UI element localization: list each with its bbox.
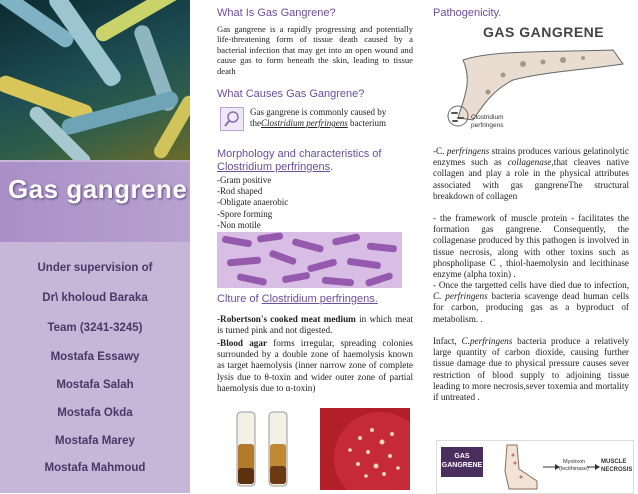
team-label: Team (3241-3245) (47, 322, 143, 334)
blood-agar-text: -Blood agar forms irregular, spreading colonies surrounded by a double zone of haemolysis known as target haemolysis (inner narrow zone of complete lysis due to θ-toxin and wider outer zone of partial haemolysis due to α-toxin) (217, 338, 414, 393)
pathogenicity-p4: Infact, C.perfringens bacteria produce a relatively large quantity of carbon dioxide, causing further tissue damage due to physical pressure causes sever restriction of blood supply to adjoining tissue leading to more necrosis,sever toxemia and mortality if untreated . (433, 336, 629, 403)
member-name: Mostafa Okda (57, 407, 133, 419)
diagram-title: GAS GANGRENE (441, 447, 483, 477)
toxin-diagram (436, 440, 634, 494)
blood-agar-image (320, 408, 410, 490)
member-name: Mostafa Salah (56, 379, 134, 391)
diagram-outcome: MUSCLE NECROSIS (601, 459, 633, 473)
gangrene-figure (433, 20, 633, 138)
organism-name: Clostridium perfringens (261, 118, 348, 128)
what-text: Gas gangrene is a rapidly progressing and potentially life-threatening form of tissue death caused by a bacterial infection that may get into an open wound and cause gas to form beneath the skin, leading to tissue death (217, 24, 413, 76)
member-name: Mostafa Mahmoud (44, 462, 146, 474)
list-item: -Rod shaped (217, 186, 263, 197)
micrograph-image (217, 232, 402, 288)
morphology-list (217, 175, 407, 231)
member-name: Mostafa Marey (55, 435, 135, 447)
what-heading: What Is Gas Gangrene? (217, 7, 336, 19)
member-name: Mostafa Essawy (50, 351, 140, 363)
figure-title: GAS GANGRENE (483, 24, 605, 40)
list-item: -Non motile (217, 219, 261, 230)
morphology-heading: Morphology and characteristics of Clostridium perfringens. (217, 148, 382, 173)
supervision-label: Under supervision of (37, 262, 153, 274)
culture-tubes-image (217, 408, 312, 490)
magnifier-icon (220, 107, 244, 131)
causes-heading: What Causes Gas Gangrene? (217, 88, 365, 100)
bacteria-image (0, 0, 190, 160)
pathogenicity-p2: - the framework of muscle protein - facilitates the formation gas gangrene. Consequently, the collagenase produced by this pathogen is involved in tissue necrosis, along with other toxins such as phospholipase C , thiol-haemolysin and lecithinase enzyme (alpha toxin) . (433, 213, 629, 280)
supervisor-name: Dr\ kholoud Baraka (42, 292, 148, 304)
pathogenicity-p1: -C. perfringens strains produces various gelatinolytic enzymes such as collagenase,that cleaves native collagen and play a role in the physical attributes associated with gas gangreneThe structural breakdown of collagen (433, 146, 630, 201)
rcm-text: -Robertson's cooked meat medium in which meat is turned pink and not digested. (217, 314, 413, 336)
list-item: -Obligate anaerobic (217, 197, 289, 208)
left-panel (0, 0, 190, 493)
list-item: -Spore forming (217, 208, 273, 219)
causes-text: Gas gangrene is commonly caused by theClostridium perfringens bacterium (250, 107, 387, 128)
diagram-toxin: Myotoxin (lecithinase) (559, 459, 589, 472)
main-title: Gas gangrene (8, 174, 188, 204)
figure-label: Clostridium perfringens (471, 114, 504, 129)
culture-heading: Clture of Clostridium perfringens. (217, 293, 378, 305)
list-item: -Gram positive (217, 175, 272, 185)
pathogenicity-heading: Pathogenicity. (433, 7, 502, 19)
pathogenicity-p3: - Once the targetted cells have died due to infection, C. perfringens bacteria scavenge dead human cells for carbon, producing gas as a byproduct of metabolism. . (433, 280, 629, 324)
